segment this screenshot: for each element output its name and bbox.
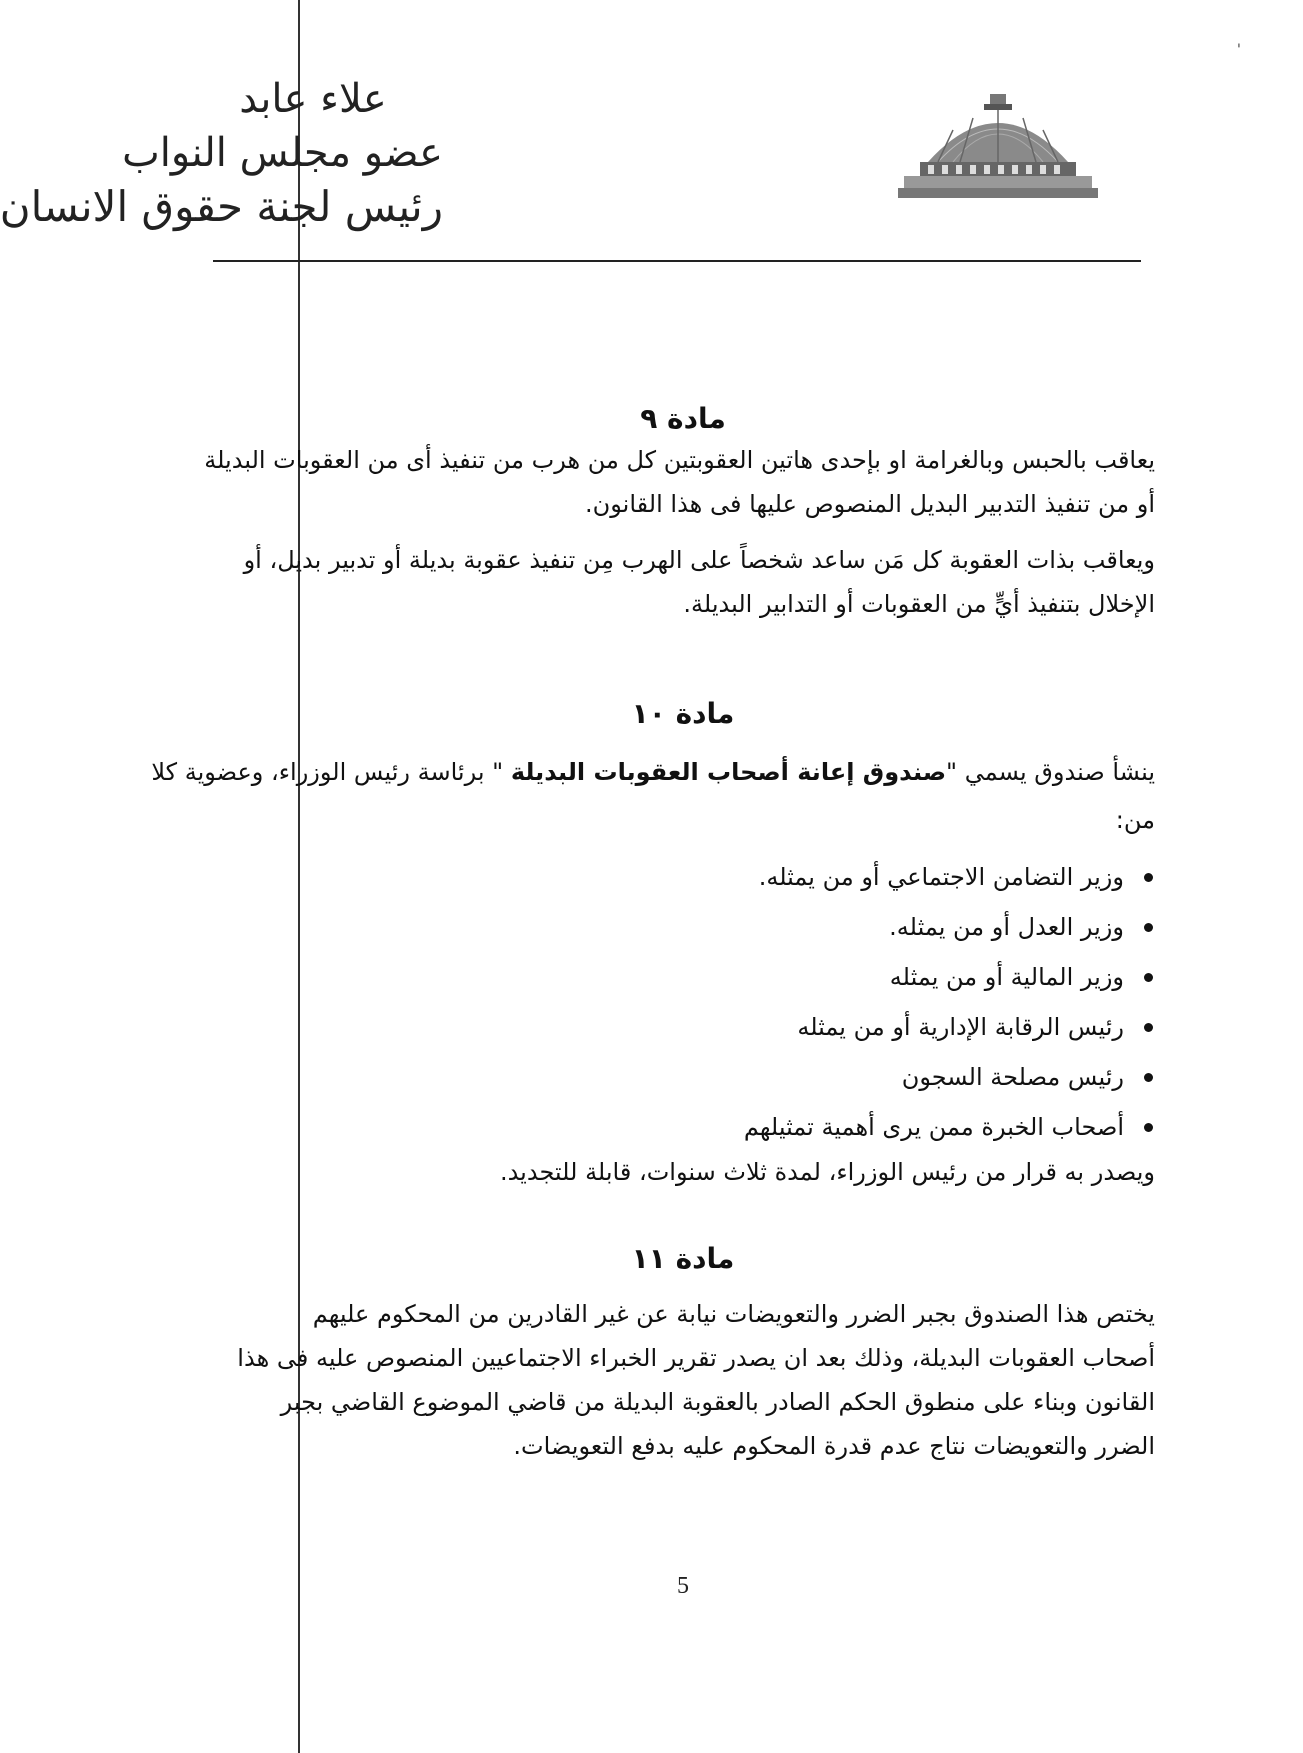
- article-9-line: يعاقب بالحبس وبالغرامة او بإحدى هاتين العقوبتين كل من هرب من تنفيذ أى من العقوبات البديلة: [204, 446, 1155, 474]
- list-item: [453, 902, 1153, 952]
- member-role: عضو مجلس النواب: [122, 130, 443, 176]
- fund-name: صندوق إعانة أصحاب العقوبات البديلة: [510, 758, 947, 786]
- list-item: [453, 952, 1153, 1002]
- bullet-icon: [1144, 1023, 1153, 1032]
- article-11-body: [237, 1292, 1155, 1468]
- article-11-title: مادة ١١: [631, 1242, 735, 1275]
- bullet-icon: [1144, 1123, 1153, 1132]
- article-9-line: ويعاقب بذات العقوبة كل مَن ساعد شخصاً على الهرب مِن تنفيذ عقوبة بديلة أو تدبير بديل، أو: [243, 546, 1155, 574]
- header-divider: [213, 260, 1141, 262]
- article-11-line: أصحاب العقوبات البديلة، وذلك بعد ان يصدر تقرير الخبراء الاجتماعيين المنصوص عليه فى هذا: [237, 1344, 1155, 1372]
- bullet-icon: [1144, 1073, 1153, 1082]
- parliament-dome-icon: [898, 90, 1098, 202]
- member-text: وزير التضامن الاجتماعي أو من يمثله.: [758, 863, 1124, 891]
- member-text: وزير العدل أو من يمثله.: [889, 913, 1124, 941]
- bullet-icon: [1144, 973, 1153, 982]
- article-10-intro-line: [151, 750, 1155, 794]
- article-10-closing: [243, 1150, 1155, 1194]
- article-11-line: القانون وبناء على منطوق الحكم الصادر بالعقوبة البديلة من قاضي الموضوع القاضي بجبر: [280, 1388, 1155, 1416]
- letterhead-name-block: [0, 72, 443, 234]
- scan-artifact-line: [298, 0, 300, 1753]
- bullet-icon: [1144, 923, 1153, 932]
- member-text: رئيس الرقابة الإدارية أو من يمثله: [797, 1013, 1124, 1041]
- article-10-intro-end: من:: [1115, 806, 1155, 834]
- article-9-title: مادة ٩: [640, 402, 726, 435]
- article-9-line: أو من تنفيذ التدبير البديل المنصوص عليها فى هذا القانون.: [585, 490, 1155, 518]
- article-9-line: الإخلال بتنفيذ أيٍّ من العقوبات أو التدابير البديلة.: [683, 590, 1155, 618]
- article-11-line: الضرر والتعويضات نتاج عدم قدرة المحكوم عليه بدفع التعويضات.: [513, 1432, 1155, 1460]
- list-item: [453, 1002, 1153, 1052]
- intro-text-end: " برئاسة رئيس الوزراء، وعضوية كلا: [151, 758, 511, 786]
- page-number: 5: [677, 1573, 689, 1599]
- article-9-body: [204, 438, 1155, 626]
- article-10-title: مادة ١٠: [631, 697, 735, 730]
- bullet-icon: [1144, 873, 1153, 882]
- list-item: [453, 852, 1153, 902]
- member-text: رئيس مصلحة السجون: [901, 1063, 1124, 1091]
- member-text: أصحاب الخبرة ممن يرى أهمية تمثيلهم: [743, 1113, 1124, 1141]
- member-name: علاء عابد: [239, 76, 387, 122]
- list-item: [453, 1102, 1153, 1152]
- article-10-intro: [151, 750, 1155, 842]
- member-position: رئيس لجنة حقوق الانسان: [0, 182, 443, 231]
- fund-members-list: [453, 852, 1153, 1152]
- intro-text-start: ينشأ صندوق يسمي ": [946, 758, 1155, 786]
- list-item: [453, 1052, 1153, 1102]
- scan-mark: ': [1237, 42, 1241, 58]
- closing-line: ويصدر به قرار من رئيس الوزراء، لمدة ثلاث سنوات، قابلة للتجديد.: [499, 1158, 1155, 1186]
- article-11-line: يختص هذا الصندوق بجبر الضرر والتعويضات نيابة عن غير القادرين من المحكوم عليهم: [312, 1300, 1155, 1328]
- member-text: وزير المالية أو من يمثله: [889, 963, 1124, 991]
